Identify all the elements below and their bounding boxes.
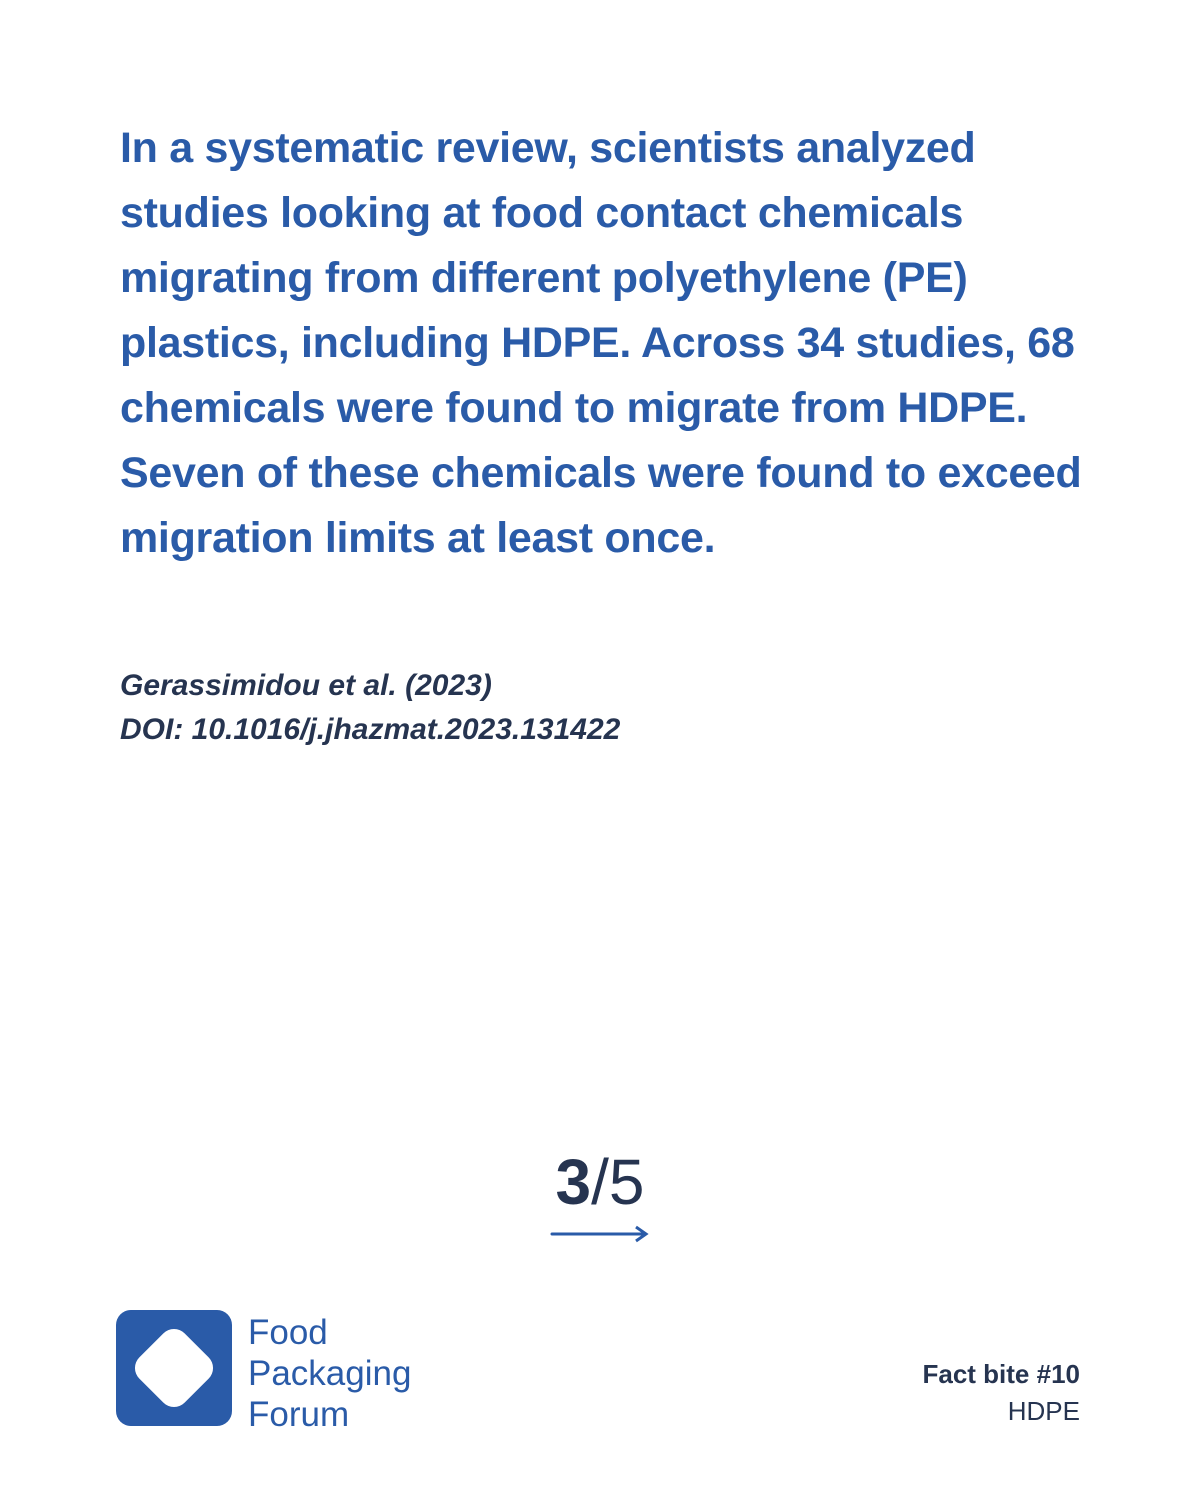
citation-authors: Gerassimidou et al. (2023)	[120, 669, 492, 702]
fact-bite-label	[922, 1356, 1080, 1430]
logo-line-food: Food	[248, 1313, 328, 1352]
page-current: 3	[555, 1146, 592, 1218]
fact-bite-topic: HDPE	[1007, 1396, 1080, 1426]
citation-doi: DOI: 10.1016/j.jhazmat.2023.131422	[120, 713, 621, 746]
rounded-diamond-logo-icon	[116, 1310, 232, 1426]
fact-text: In a systematic review, scientists analyzed studies looking at food contact chemicals migrating from different polyethylene (PE) plastics, including HDPE. Across 34 studies, 68 chemicals were found to migrate from HDPE. Seven of these chemicals were found to exceed migration limits at least once.	[120, 124, 1082, 562]
logo-wordmark	[248, 1312, 411, 1435]
arrow-right-icon[interactable]	[550, 1224, 650, 1244]
citation	[120, 664, 1020, 752]
logo-line-packaging: Packaging	[248, 1354, 412, 1393]
logo-line-forum: Forum	[248, 1395, 350, 1434]
page-indicator	[0, 1146, 1200, 1218]
page-total: /5	[591, 1146, 645, 1218]
fact-bite-number: Fact bite #10	[922, 1359, 1080, 1389]
